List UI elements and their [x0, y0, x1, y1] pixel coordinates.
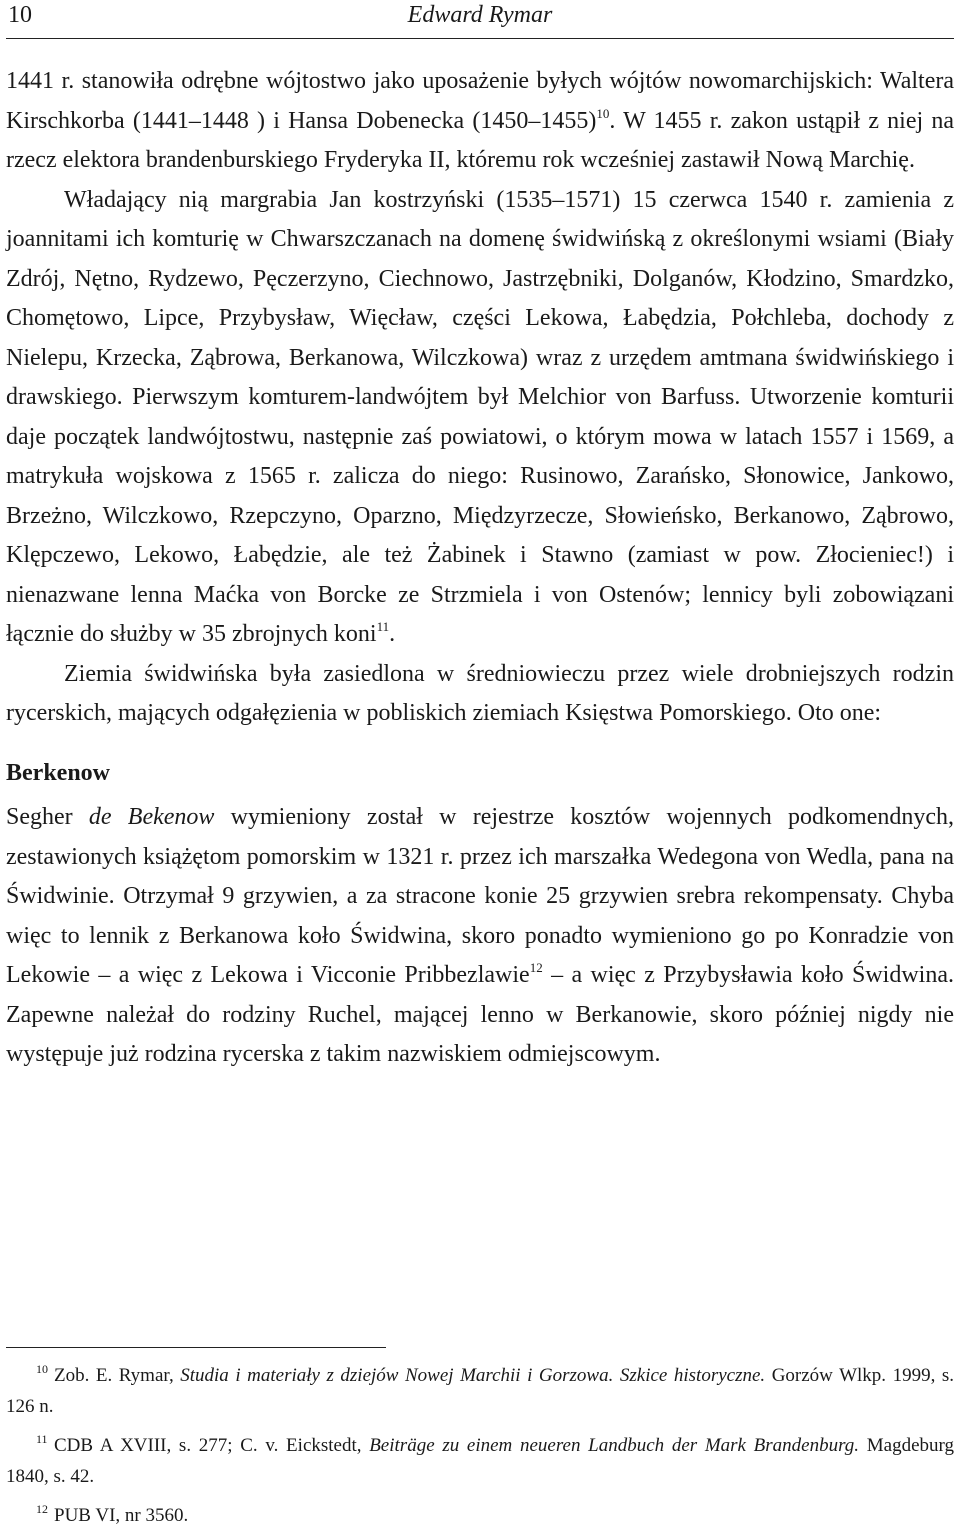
page-number: 10: [8, 2, 32, 28]
footnote-text: Zob. E. Rymar,: [54, 1365, 181, 1386]
section-heading: Berkenow: [6, 759, 110, 786]
footnote-title: Studia i materiały z dziejów Nowej Marchii i Gorzowa. Szkice historyczne.: [180, 1365, 766, 1386]
paragraph-4-text-end: – a więc z Przybysławia koło Świdwina. Zapewne należał do rodziny Ruchel, mającej lenno w Berkanowie, skoro później nigdy nie występuje już rodzina rycerska z takim nazwiskiem odmiejscowym.: [6, 962, 954, 1067]
paragraph-2: [6, 181, 954, 655]
paragraph-3: Ziemia świdwińska była zasiedlona w średniowieczu przez wiele drobniejszych rodzin rycerskich, mających odgałęzienia w pobliskich ziemiach Księstwa Pomorskiego. Oto one:: [6, 660, 954, 726]
footnote-text: CDB A XVIII, s. 277; C. v. Eickstedt,: [54, 1435, 370, 1456]
footnote-number: 12: [36, 1502, 48, 1516]
paragraph-4-text-cont: wymieniony został w rejestrze kosztów wojennych podkomendnych, zestawionych książętom pomorskim w 1321 r. przez ich marszałka Wedegona von Wedla, pana na Świdwinie. Otrzymał 9 grzywien, a za stracone konie 25 grzywien srebra rekompensaty. Chyba więc to lennik z Berkanowa koło Świdwina, skoro ponadto wymieniono go po Konradzie von Lekowie – a więc z Lekowa i Vicconie Pribbezlawie: [6, 804, 955, 988]
footnote-text: PUB VI, nr 3560.: [54, 1505, 189, 1526]
footnote-mark: [6, 1430, 54, 1461]
running-head: Edward Rymar: [407, 2, 553, 28]
footnote-ref-10[interactable]: 10: [596, 105, 610, 121]
footnote-ref-12[interactable]: 12: [529, 960, 543, 975]
paragraph-2-text-cont: .: [389, 621, 396, 647]
page-header: [6, 0, 954, 39]
paragraph-1-text: 1441 r. stanowiła odrębne wójtostwo jako uposażenie byłych wójtów nowomarchijskich: Waltera Kirschkorba (1441–1448 ) i Hansa Dobenecka (1450–1455): [6, 68, 954, 134]
footnote-number: 11: [36, 1432, 48, 1446]
footnote-text-cont: Gorzów Wlkp. 1999, s. 126 n.: [6, 1365, 954, 1417]
paragraph-2-text: Władający nią margrabia Jan kostrzyński (1535–1571) 15 czerwca 1540 r. zamienia z joannitami ich komturię w Chwarszczanach na domenę świdwińską z określonymi wsiami (Biały Zdrój, Nętno, Rydzewo, Pęczerzyno, Ciechnowo, Jastrzębniki, Dolganów, Kłodzino, Smardzko, Chomętowo, Lipce, Przybysław, Więcław, części Lekowa, Łabędzia, Połchleba, dochody z Nielepu, Krzecka, Ząbrowa, Berkanowa, Wilczkowa) wraz z urzędem amtmana świdwińskiego i drawskiego. Pierwszym komturem-landwójtem był Melchior von Barfuss. Utworzenie komturii daje początek landwójtostwu, następnie zaś powiatowi, o którym mowa w latach 1557 i 1569, a matrykuła wojskowa z 1565 r. zalicza do niego: Rusinowo, Zarańsko, Słonowice, Jankowo, Brzeżno, Wilczkowo, Rzepczyno, Oparzno, Międzyrzecze, Słowieńsko, Berkanowo, Ząbrowo, Klępczewo, Lekowo, Łabędzie, ale też Żabinek i Stawno (zamiast w pow. Złocieniec!) i nienazwane lenna Maćka von Borcke ze Strzmiela i von Ostenów; lennicy byli zobowiązani łącznie do służby w 35 zbrojnych koni: [6, 186, 954, 647]
paragraph-1-text-cont: . W 1455 r. zakon ustąpił z niej na rzecz elektora brandenburskiego Fryderyka II, któremu rok wcześniej zastawił Nową Marchię.: [6, 107, 955, 173]
footnote-mark: [6, 1360, 54, 1391]
footnote-mark: [6, 1500, 54, 1531]
body-text: [6, 62, 954, 1075]
footnote-text-cont: Magdeburg 1840, s. 42.: [6, 1435, 954, 1487]
footnote-10: [6, 1360, 954, 1422]
footnote-separator: [6, 1347, 386, 1348]
footnotes: [6, 1360, 954, 1539]
footnote-11: [6, 1430, 954, 1492]
paragraph-4: [6, 798, 954, 1075]
paragraph-1: [6, 62, 954, 181]
paragraph-4-text: Segher: [6, 804, 89, 830]
paragraph-4-italic: de Bekenow: [88, 804, 215, 830]
footnote-title: Beiträge zu einem neueren Landbuch der Mark Brandenburg.: [369, 1435, 860, 1456]
footnote-ref-11[interactable]: 11: [376, 619, 390, 634]
footnote-number: 10: [36, 1362, 48, 1376]
footnote-12: [6, 1500, 954, 1531]
